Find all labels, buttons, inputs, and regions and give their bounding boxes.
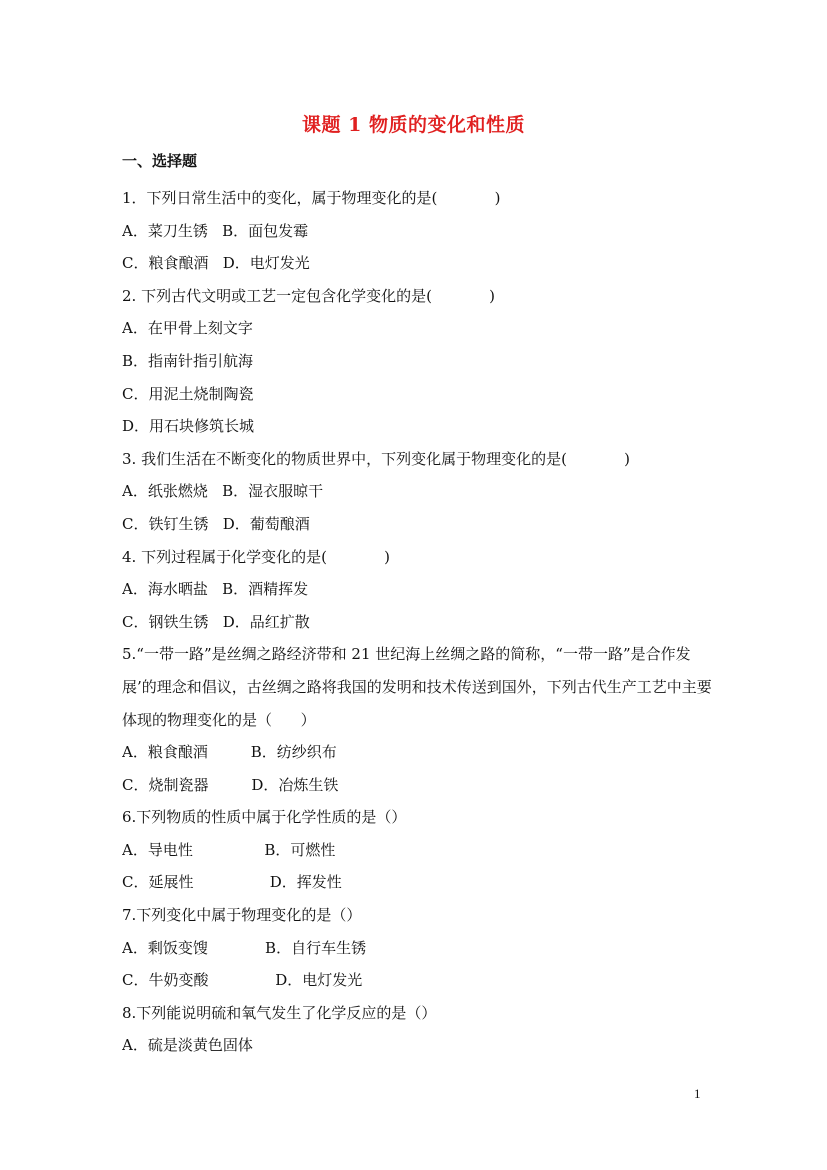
page-number: 1 [694, 1086, 701, 1101]
text-line: 1．下列日常生活中的变化，属于物理变化的是( ) [122, 189, 501, 207]
text-line: 体现的物理变化的是（ ） [122, 710, 316, 729]
text-line: 4. 下列过程属于化学变化的是( ) [122, 547, 391, 566]
text-line: 展’的理念和倡议，古丝绸之路将我国的发明和技术传送到国外，下列古代生产工艺中主要 [122, 677, 712, 696]
text-line: D．用石块修筑长城 [122, 417, 255, 436]
text-line: A．在甲骨上刻文字 [122, 319, 253, 338]
text-line: C．牛奶变酸 D．电灯发光 [122, 971, 363, 990]
text-line: A．剩饭变馊 B．自行车生锈 [122, 938, 367, 957]
text-line: C．用泥土烧制陶瓷 [122, 384, 254, 403]
text-line: A．硫是淡黄色固体 [122, 1036, 253, 1055]
text-line: A．海水晒盐 B．酒精挥发 [122, 580, 309, 599]
text-line: 7.下列变化中属于物理变化的是（） [122, 906, 362, 925]
text-line: C．铁钉生锈 D．葡萄酿酒 [122, 514, 310, 533]
text-line: A．导电性 B．可燃性 [122, 840, 336, 859]
text-line: 5.“一带一路”是丝绸之路经济带和 21 世纪海上丝绸之路的简称，“一带一路”是合作发 [122, 645, 691, 664]
text-line: C．粮食酿酒 D．电灯发光 [122, 254, 310, 273]
text-line: A．粮食酿酒 B．纺纱织布 [122, 743, 337, 762]
text-line: 6.下列物质的性质中属于化学性质的是（） [122, 808, 407, 827]
text-line: C．钢铁生锈 D．品红扩散 [122, 612, 310, 631]
page-title: 课题 1 物质的变化和性质 [302, 114, 525, 136]
section-heading: 一、选择题 [122, 152, 198, 170]
text-line: B．指南针指引航海 [122, 351, 254, 370]
text-line: A．纸张燃烧 B．湿衣服晾干 [122, 482, 324, 501]
text-line: C．烧制瓷器 D．冶炼生铁 [122, 775, 339, 794]
text-line: C．延展性 D．挥发性 [122, 873, 342, 892]
text-line: 3. 我们生活在不断变化的物质世界中，下列变化属于物理变化的是( ) [122, 449, 631, 468]
text-line: A．菜刀生锈 B．面包发霉 [122, 221, 309, 240]
question-list [122, 182, 712, 1062]
text-line: 8.下列能说明硫和氧气发生了化学反应的是（） [122, 1003, 437, 1022]
text-line: 2. 下列古代文明或工艺一定包含化学变化的是( ) [122, 286, 496, 305]
